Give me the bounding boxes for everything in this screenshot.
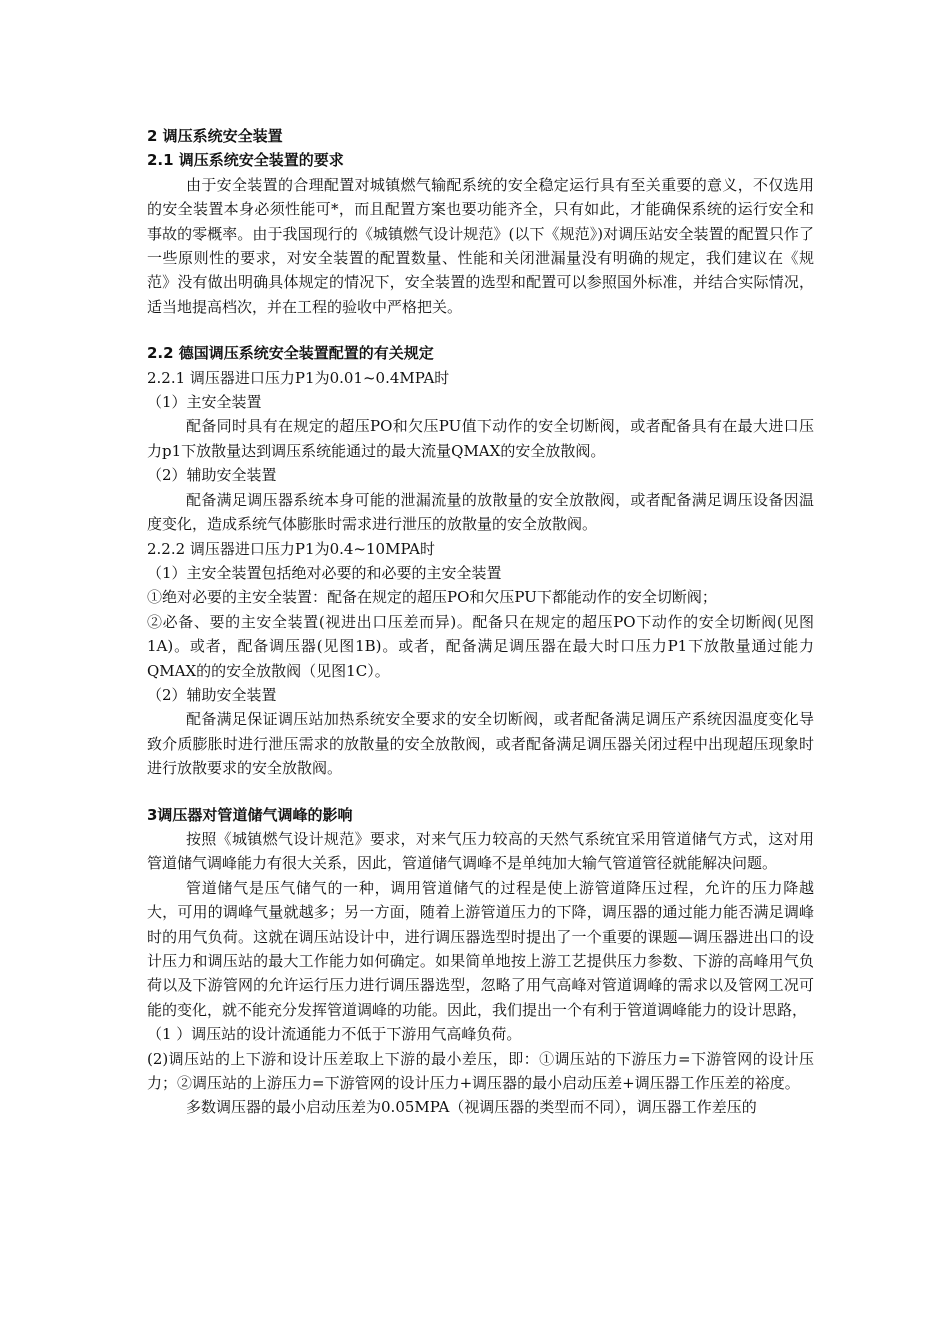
list-item-paragraph: 配备满足保证调压站加热系统安全要求的安全切断阀，或者配备满足调压产系统因温度变化导致介质膨胀时进行泄压需求的放散量的安全放散阀，或者配备满足调压器关闭过程中出现超压现象时进行放散要求的安全放散阀。 (147, 710, 814, 778)
list-item-paragraph: 配备满足调压器系统本身可能的泄漏流量的放散量的安全放散阀，或者配备满足调压设备因温度变化，造成系统气体膨胀时需求进行泄压的放散量的安全放散阀。 (147, 490, 814, 534)
list-item-paragraph: 配备同时具有在规定的超压PO和欠压PU值下动作的安全切断阀，或者配备具有在最大进口压力p1下放散量达到调压系统能通过的最大流量QMAX的安全放散阀。 (147, 417, 814, 460)
list-item-title: （2）辅助安全装置 (147, 685, 277, 704)
list-item-title: （1）主安全装置 (147, 393, 262, 412)
section-2-1-paragraph: 由于安全装置的合理配置对城镇燃气输配系统的安全稳定运行具有至关重要的意义，不仅选用的安全装置本身必须性能可*，而且配置方案也要功能齐全，只有如此，才能确保系统的运行安全和事故的零概率。由于我国现行的《城镇燃气设计规范》(以下《规范》)对调压站安全装置的配置只作了一些原则性的要求，对安全装置的配置数量、性能和关闭泄漏量没有明确的规定，我们建议在《规范》没有做出明确具体规定的情况下，安全装置的选型和配置可以参照国外标准，并结合实际情况，适当地提高档次，并在工程的验收中严格把关。 (147, 175, 814, 316)
list-item-title: （2）辅助安全装置 (147, 466, 277, 485)
section-2-1-heading: 2.1 调压系统安全装置的要求 (147, 151, 344, 170)
section-3-paragraph: 按照《城镇燃气设计规范》要求，对来气压力较高的天然气系统宜采用管道储气方式，这对用管道储气调峰能力有很大关系，因此，管道储气调峰不是单纯加大输气管道管径就能解决问题。 (147, 829, 814, 873)
spacer (147, 781, 814, 803)
section-2-heading: 2 调压系统安全装置 (147, 127, 283, 145)
list-item-paragraph: ①绝对必要的主安全装置：配备在规定的超压PO和欠压PU下都能动作的安全切断阀； (147, 588, 717, 607)
document-body (147, 124, 814, 1120)
list-item-title: （1）主安全装置包括绝对必要的和必要的主安全装置 (147, 563, 502, 582)
section-2-2-1-heading: 2.2.1 调压器进口压力P1为0.01~0.4MPA时 (147, 368, 450, 387)
section-3-paragraph: 多数调压器的最小启动压差为0.05MPA（视调压器的类型而不同），调压器工作差压的 (186, 1098, 757, 1117)
section-3-heading: 3调压器对管道储气调峰的影响 (147, 805, 353, 824)
section-2-2-heading: 2.2 德国调压系统安全装置配置的有关规定 (147, 344, 434, 363)
section-3-paragraph: 管道储气是压气储气的一种，调用管道储气的过程是使上游管道降压过程，允许的压力降越大，可用的调峰气量就越多；另一方面，随着上游管道压力的下降，调压器的通过能力能否满足调峰时的用气负荷。这就在调压站设计中，进行调压器选型时提出了一个重要的课题—调压器进出口的设计压力和调压站的最大工作能力如何确定。如果简单地按上游工艺提供压力参数、下游的高峰用气负荷以及下游管网的允许运行压力进行调压器选型，忽略了用气高峰对管道调峰的需求以及管网工况可能的变化，就不能充分发挥管道调峰的功能。因此，我们提出一个有利于管道调峰能力的设计思路， (147, 878, 814, 1019)
spacer (147, 319, 814, 341)
list-item-paragraph: ②必备、要的主安全装置(视进出口压差而异)。配备只在规定的超压PO下动作的安全切断阀(见图1A)。或者，配备调压器(见图1B)。或者，配备满足调压器在最大时口压力P1下放散量通过能力QMAX的的安全放散阀（见图1C）。 (147, 612, 814, 680)
list-item: （1 ）调压站的设计流通能力不低于下游用气高峰负荷。 (147, 1025, 522, 1044)
list-item: (2)调压站的上下游和设计压差取上下游的最小差压，即：①调压站的下游压力=下游管网的设计压力；②调压站的上游压力=下游管网的设计压力+调压器的最小启动压差+调压器工作压差的裕度。 (147, 1049, 814, 1093)
section-2-2-2-heading: 2.2.2 调压器进口压力P1为0.4~10MPA时 (147, 539, 435, 558)
